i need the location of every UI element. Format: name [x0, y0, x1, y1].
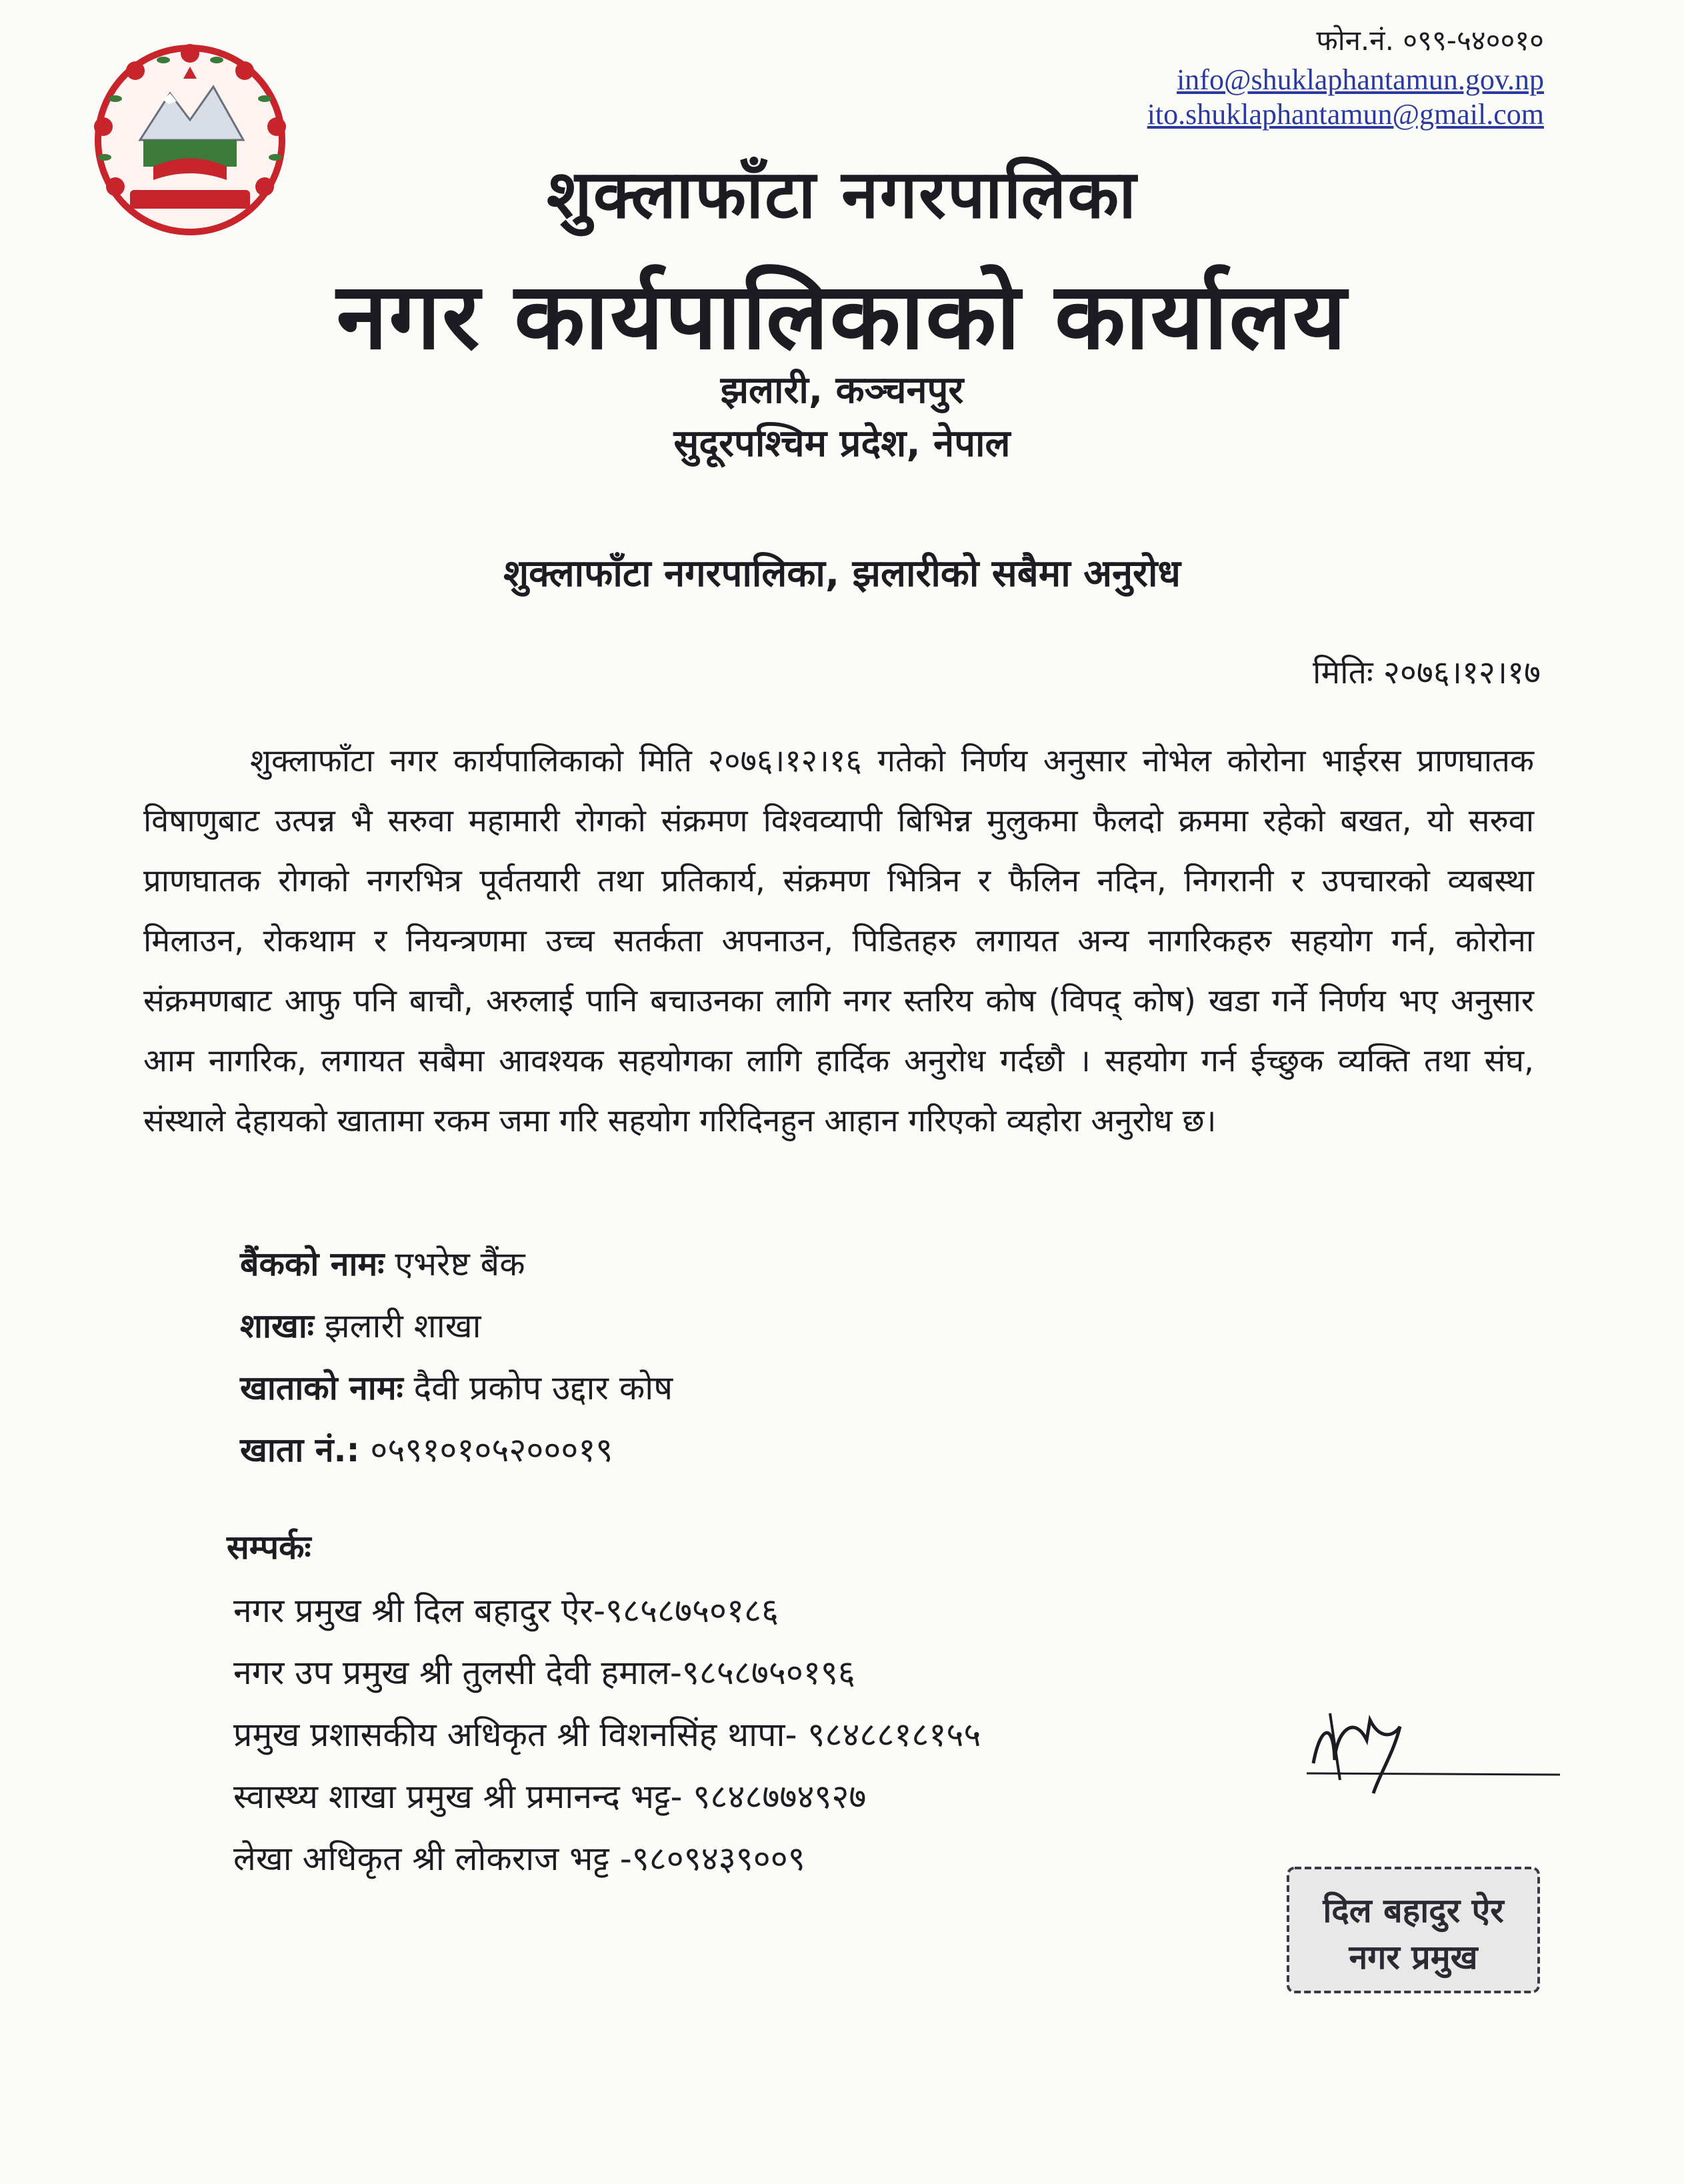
bank-name-value: एभरेष्ट बैंक — [395, 1245, 525, 1283]
stamp-title: नगर प्रमुख — [1349, 1938, 1478, 1977]
stamp-name: दिल बहादुर ऐर — [1323, 1891, 1504, 1930]
bank-branch-value: झलारी शाखा — [324, 1307, 481, 1345]
account-number-label: खाता नं.: — [240, 1431, 360, 1469]
letterhead-contact — [1147, 24, 1544, 135]
signature-icon — [1293, 1700, 1573, 1800]
office-title: नगर कार्यपालिकाको कार्यालय — [336, 263, 1348, 370]
municipality-name: शुक्लाफाँटा नगरपालिका — [546, 155, 1138, 233]
letter-body: शुक्लाफाँटा नगर कार्यपालिकाको मिति २०७६।१२।१६ गतेको निर्णय अनुसार नोभेल कोरोना भाईरस प्राणघातक विषाणुबाट उत्पन्न भै सरुवा महामारी रोगको संक्रमण विश्वव्यापी बिभिन्न मुलुकमा फैलदो क्रममा रहेको बखत, यो सरुवा प्राणघातक रोगको नगरभित्र पूर्वतयारी तथा प्रतिकार्य, संक्रमण भित्रिन र फैलिन नदिन, निगरानी र उपचारको व्यबस्था मिलाउन, रोकथाम र नियन्त्रणमा उच्च सतर्कता अपनाउन, पिडितहरु लगायत अन्य नागरिकहरु सहयोग गर्न, कोरोना संक्रमणबाट आफु पनि बाचौ, अरुलाई पानि बचाउनका लागि नगर स्तरिय कोष (विपद् कोष) खडा गर्ने निर्णय भए अनुसार आम नागरिक, लगायत सबैमा आवश्यक सहयोगका लागि हार्दिक अनुरोध गर्दछौ । सहयोग गर्न ईच्छुक व्यक्ति तथा संघ, संस्थाले देहायको खातामा रकम जमा गरि सहयोग गरिदिनहुन आहान गरिएको व्यहोरा अनुरोध छ। — [143, 743, 1534, 1139]
contacts-heading: सम्पर्कः — [227, 1528, 311, 1567]
bank-name-row — [240, 1233, 673, 1295]
letter-subject: शुक्लाफाँटा नगरपालिका, झलारीको सबैमा अनुरोध — [503, 552, 1181, 595]
account-name-label: खाताको नामः — [240, 1369, 403, 1407]
letter-date: मितिः २०७६।१२।१७ — [1313, 654, 1541, 691]
bank-branch-label: शाखाः — [240, 1307, 314, 1345]
contact-line: स्वास्थ्य शाखा प्रमुख श्री प्रमानन्द भट्ट- ९८४८७७४९२७ — [233, 1777, 867, 1816]
email-link-secondary[interactable]: ito.shuklaphantamun@gmail.com — [1147, 98, 1544, 131]
address-line-1: झलारी, कञ्चनपुर — [720, 369, 964, 412]
account-name-value: दैवी प्रकोप उद्दार कोष — [413, 1369, 673, 1407]
contact-line: नगर उप प्रमुख श्री तुलसी देवी हमाल-९८५८७५०१९६ — [233, 1653, 855, 1692]
official-stamp — [1280, 1860, 1547, 2000]
contact-line: नगर प्रमुख श्री दिल बहादुर ऐर-९८५८७५०१८६ — [233, 1591, 779, 1630]
contact-line: लेखा अधिकृत श्री लोकराज भट्ट -९८०९४३९००९ — [233, 1839, 805, 1878]
account-number-value: ०५९१०१०५२०००१९ — [370, 1431, 613, 1469]
contact-line: प्रमुख प्रशासकीय अधिकृत श्री विशनसिंह थापा- ९८४८८१८१५५ — [233, 1715, 981, 1754]
email-link-primary[interactable]: info@shuklaphantamun.gov.np — [1177, 63, 1544, 96]
bank-branch-row — [240, 1295, 673, 1357]
contacts-list — [233, 1580, 981, 1890]
account-number-row — [240, 1419, 673, 1481]
address-line-2: सुदूरपश्चिम प्रदेश, नेपाल — [673, 422, 1011, 465]
bank-details — [240, 1233, 673, 1481]
office-phone: फोन.नं. ०९९-५४००१० — [1316, 24, 1544, 57]
bank-name-label: बैंकको नामः — [240, 1245, 385, 1283]
account-name-row — [240, 1357, 673, 1419]
